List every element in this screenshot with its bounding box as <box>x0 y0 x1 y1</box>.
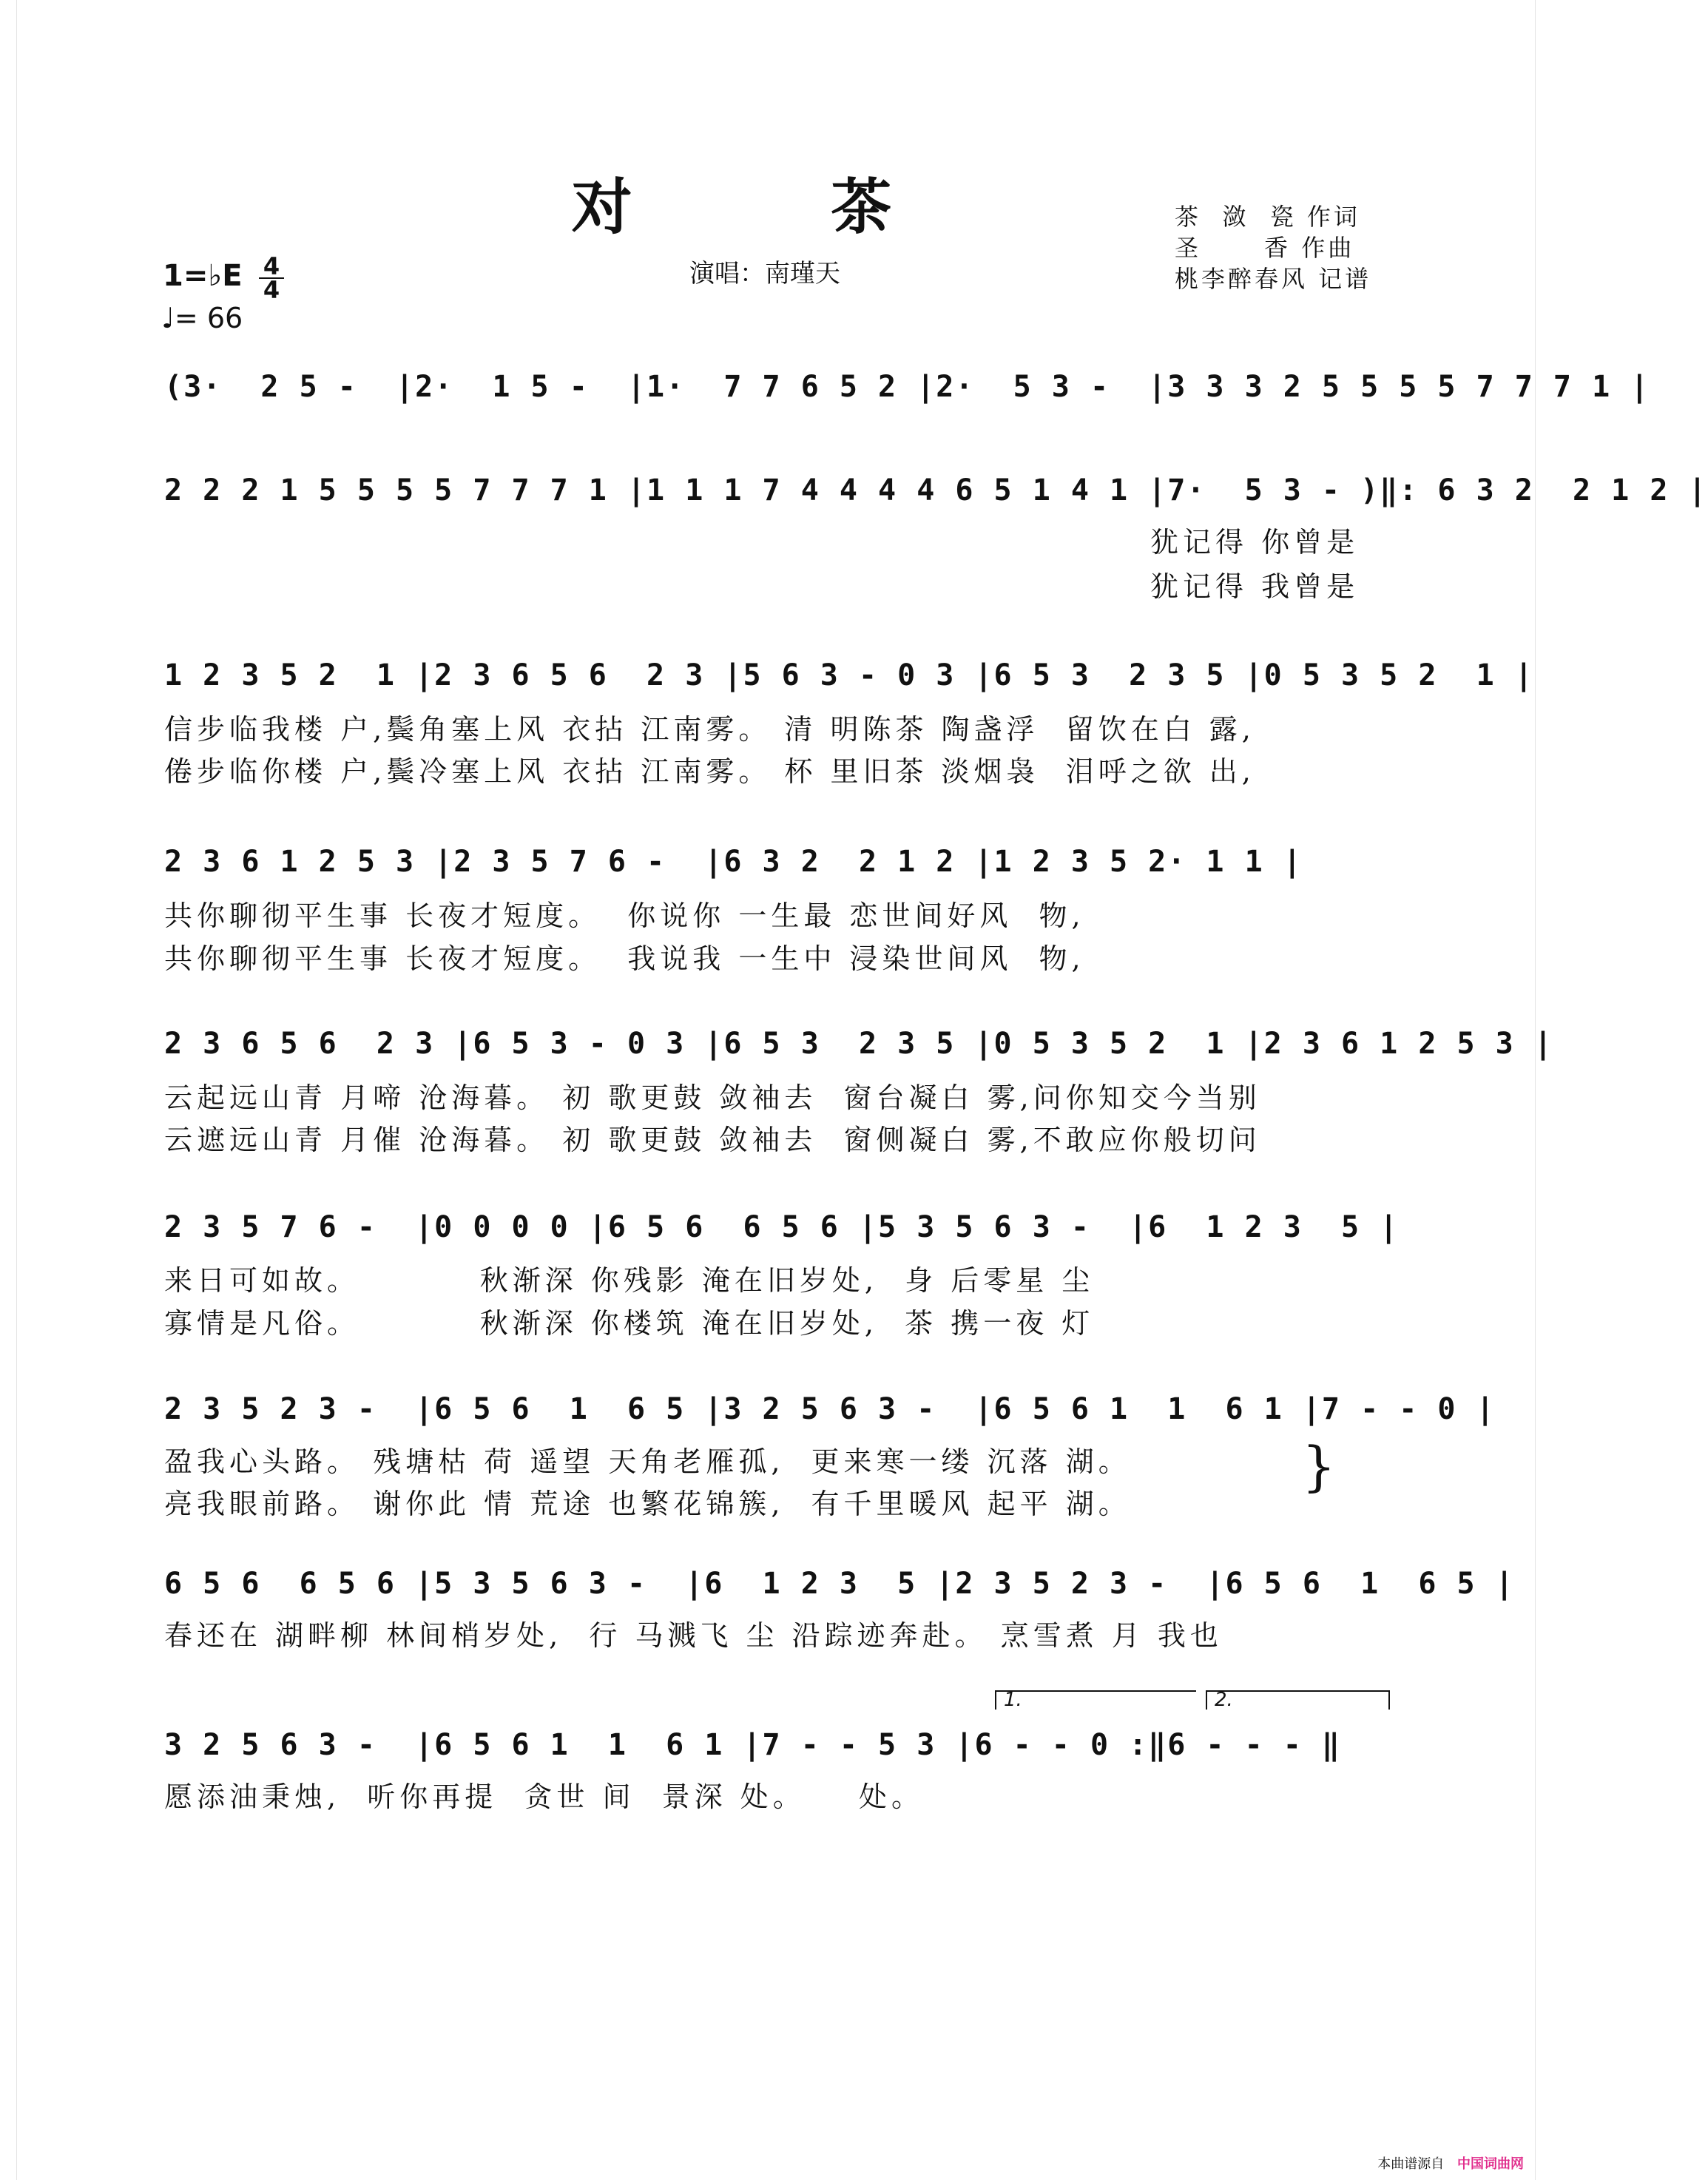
second-ending-bracket <box>1206 1690 1390 1710</box>
system-1-notes: (3· 2 5 - |2· 1 5 - |1· 7 7 6 5 2 |2· 5 3 - |3 3 3 2 5 5 5 5 7 7 7 1 | <box>164 370 1650 404</box>
first-ending-label: 1. <box>1004 1689 1022 1711</box>
key-signature: 1=♭E <box>163 259 243 293</box>
system-3-lyric-2: 倦步临你楼 户,鬓冷塞上风 衣拈 江南雾。 杯 里旧茶 淡烟袅 泪呼之欲 出, <box>164 755 1255 788</box>
system-5-lyric-2: 云遮远山青 月催 沧海暮。 初 歌更鼓 敛袖去 窗侧凝白 雾,不敢应你般切问 <box>164 1124 1261 1156</box>
singer-credit: 演唱：南瑾天 <box>689 259 840 288</box>
system-7-lyric-2: 亮我眼前路。 谢你此 情 荒途 也繁花锦簇, 有千里暖风 起平 湖。 <box>164 1488 1131 1520</box>
footer-source-text: 本曲谱源自 <box>1377 2156 1445 2172</box>
system-8-notes: 6 5 6 6 5 6 |5 3 5 6 3 - |6 1 2 3 5 |2 3 5 2 3 - |6 5 6 1 6 5 | <box>164 1567 1515 1601</box>
system-7-lyric-1: 盈我心头路。 残塘枯 荷 遥望 天角老雁孤, 更来寒一缕 沉落 湖。 <box>164 1445 1131 1478</box>
song-title: 对 茶 <box>571 172 981 243</box>
source-footer <box>1377 2153 1524 2173</box>
system-5-notes: 2 3 6 5 6 2 3 |6 5 3 - 0 3 |6 5 3 2 3 5 |0 5 3 5 2 1 |2 3 6 1 2 5 3 | <box>164 1027 1553 1061</box>
system-9-notes: 3 2 5 6 3 - |6 5 6 1 1 6 1 |7 - - 5 3 |6 - - 0 :‖6 - - - ‖ <box>164 1728 1342 1762</box>
tempo-marking: ♩= 66 <box>161 302 243 334</box>
system-3-notes: 1 2 3 5 2 1 |2 3 6 5 6 2 3 |5 6 3 - 0 3 |6 5 3 2 3 5 |0 5 3 5 2 1 | <box>164 658 1534 692</box>
time-signature-numerator: 4 <box>259 255 284 279</box>
footer-site-name: 中国词曲网 <box>1457 2156 1524 2172</box>
system-2-lyric-2: 犹记得 我曾是 <box>1150 570 1360 603</box>
lyricist-credit: 茶 潋 瓷 作词 <box>1175 203 1360 231</box>
system-2-notes: 2 2 2 1 5 5 5 5 7 7 7 1 |1 1 1 7 4 4 4 4 6 5 1 4 1 |7· 5 3 - )‖: 6 3 2 2 1 2 | <box>164 473 1708 507</box>
system-3-lyric-1: 信步临我楼 户,鬓角塞上风 衣拈 江南雾。 清 明陈茶 陶盏浮 留饮在白 露, <box>164 713 1255 746</box>
system-6-lyric-2: 寡情是凡俗。 秋渐深 你楼筑 淹在旧岁处, 茶 携一夜 灯 <box>164 1307 1095 1340</box>
system-4-lyric-1: 共你聊彻平生事 长夜才短度。 你说你 一生最 恋世间好风 物, <box>164 900 1085 932</box>
system-7-notes: 2 3 5 2 3 - |6 5 6 1 6 5 |3 2 5 6 3 - |6 5 6 1 1 6 1 |7 - - 0 | <box>164 1392 1496 1426</box>
composer-credit: 圣 香 作曲 <box>1175 234 1355 262</box>
system-6-notes: 2 3 5 7 6 - |0 0 0 0 |6 5 6 6 5 6 |5 3 5 6 3 - |6 1 2 3 5 | <box>164 1210 1400 1244</box>
time-signature-denominator: 4 <box>263 276 280 304</box>
system-4-lyric-2: 共你聊彻平生事 长夜才短度。 我说我 一生中 浸染世间风 物, <box>164 942 1085 975</box>
system-4-notes: 2 3 6 1 2 5 3 |2 3 5 7 6 - |6 3 2 2 1 2 |1 2 3 5 2· 1 1 | <box>164 845 1303 879</box>
second-ending-label: 2. <box>1215 1689 1233 1711</box>
repeat-brace: } <box>1302 1435 1336 1497</box>
system-9-lyric-1: 愿添油秉烛, 听你再提 贪世 间 景深 处。 处。 <box>164 1781 925 1813</box>
system-8-lyric-1: 春还在 湖畔柳 林间梢岁处, 行 马溅飞 尘 沿踪迹奔赴。 烹雪煮 月 我也 <box>164 1619 1223 1652</box>
system-6-lyric-1: 来日可如故。 秋渐深 你残影 淹在旧岁处, 身 后零星 尘 <box>164 1264 1095 1297</box>
system-2-lyric-1: 犹记得 你曾是 <box>1150 526 1360 559</box>
first-ending-bracket <box>995 1690 1196 1710</box>
transcriber-credit: 桃李醉春风 记谱 <box>1175 265 1372 293</box>
system-5-lyric-1: 云起远山青 月啼 沧海暮。 初 歌更鼓 敛袖去 窗台凝白 雾,问你知交今当别 <box>164 1081 1261 1114</box>
